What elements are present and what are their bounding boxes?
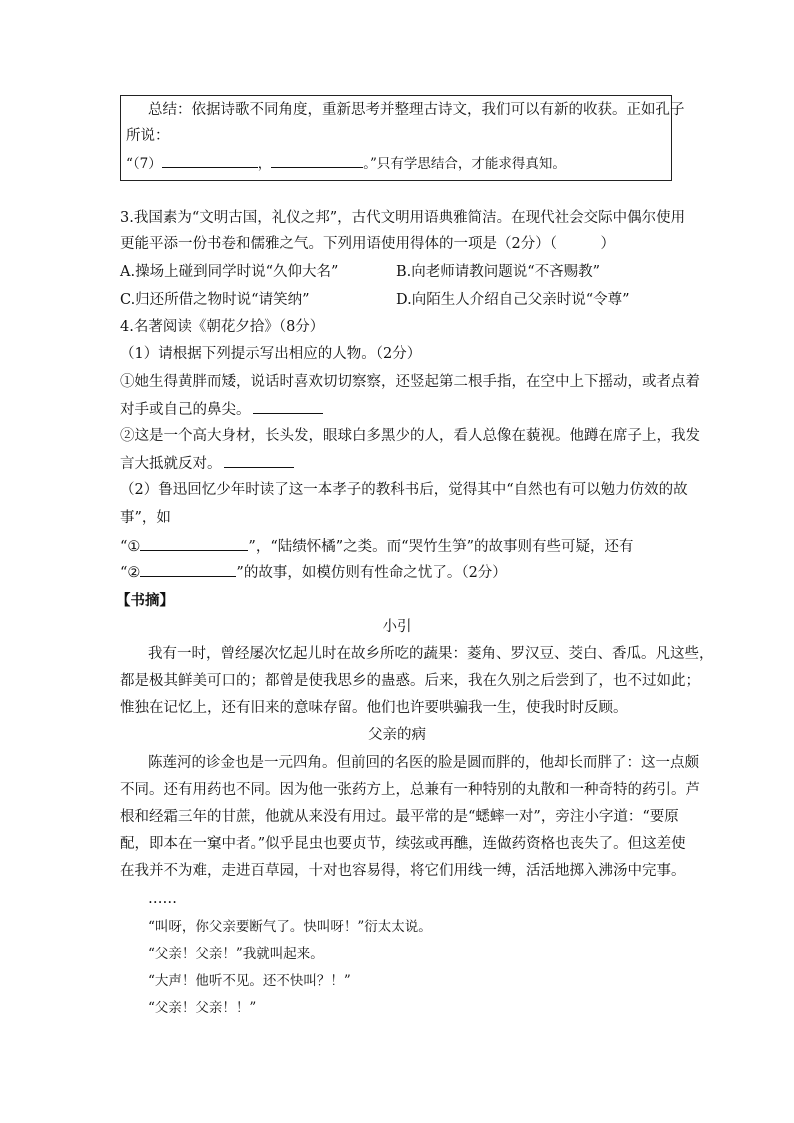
- answer-blank-7b[interactable]: [271, 153, 363, 168]
- father-line2: 不同。还有用药也不同。因为他一张药方上，总兼有一种特别的丸散和一种奇特的药引。芦: [120, 782, 700, 798]
- q4-part2-line3: [120, 536, 633, 557]
- q4-part2-line1: （2）鲁迅回忆少年时读了这一本孝子的教科书后，觉得其中“自然也有可以勉力仿效的故: [120, 482, 688, 498]
- xiaoyin-line3: 惟独在记忆上，还有旧来的意味存留。他们也许要哄骗我一生，使我时时反顾。: [120, 700, 628, 716]
- father-line3: 根和经霜三年的甘蔗，他就从来没有用过。最平常的是“蟋蟀一对”，旁注小字道：“要原: [120, 809, 679, 825]
- q4-part2-line2: 事”，如: [120, 510, 171, 526]
- excerpt-title-father: 父亲的病: [368, 727, 426, 743]
- q4-title: 4.名著阅读《朝花夕拾》（8分）: [120, 319, 325, 335]
- summary-suffix: 。”只有学思结合，才能求得真知。: [363, 156, 566, 172]
- q3-option-c: C.归还所借之物时说“请笑纳”: [120, 292, 310, 308]
- q3-option-d: D.向陌生人介绍自己父亲时说“令尊”: [396, 292, 630, 308]
- q3-stem-line2: 更能平添一份书卷和儒雅之气。下列用语使用得体的一项是（2分）（ ）: [120, 236, 615, 252]
- father-line4: 配，即本在一窠中者。”似乎昆虫也要贞节，续弦或再醮，连做药资格也丧失了。但这差使: [120, 836, 686, 852]
- q4-item2-line2: [120, 453, 294, 474]
- excerpt-heading: 【书摘】: [116, 592, 174, 609]
- answer-blank-story2[interactable]: [140, 562, 236, 577]
- q4-part2-blank2-prefix: “②: [120, 565, 141, 581]
- excerpt-title-xiaoyin: 小引: [382, 619, 412, 635]
- q4-item2-line1: ②这是一个高大身材，长头发，眼球白多黑少的人，看人总像在藐视。他蹲在席子上，我发: [120, 428, 700, 444]
- summary-prefix: “（7）: [126, 156, 162, 172]
- summary-text-line1: 总结：依据诗歌不同角度，重新思考并整理古诗文，我们可以有新的收获。正如孔子: [148, 102, 685, 118]
- answer-blank-item1[interactable]: [253, 399, 323, 414]
- dialogue-line1: “叫呀，你父亲要断气了。快叫呀！”衍太太说。: [148, 919, 432, 935]
- dialogue-line2: “父亲！父亲！”我就叫起来。: [148, 946, 324, 962]
- q3-option-a: A.操场上碰到同学时说“久仰大名”: [120, 264, 339, 280]
- q4-part1-prompt: （1）请根据下列提示写出相应的人物。（2分）: [120, 346, 422, 362]
- q3-stem-line1: 3.我国素为“文明古国，礼仪之邦”，古代文明用语典雅简洁。在现代社会交际中偶尔使用: [120, 210, 686, 226]
- answer-blank-7a[interactable]: [162, 153, 258, 168]
- summary-fill-line: [126, 153, 566, 174]
- dialogue-line4: “父亲！父亲！！”: [148, 1000, 257, 1016]
- q4-part2-blank1-suffix: ”，“陆绩怀橘”之类。而“哭竹生笋”的故事则有些可疑，还有: [248, 539, 634, 555]
- xiaoyin-line2: 都是极其鲜美可口的；都曾是使我思乡的蛊惑。后来，我在久别之后尝到了，也不过如此；: [120, 673, 700, 689]
- q4-item1-line2: [120, 399, 323, 420]
- summary-text-line2: 所说：: [126, 128, 170, 144]
- xiaoyin-line1: 我有一时，曾经屡次忆起儿时在故乡所吃的蔬果：菱角、罗汉豆、茭白、香瓜。凡这些，: [148, 646, 714, 662]
- q4-item2-text: 言大抵就反对。: [120, 456, 222, 472]
- summary-comma: ，: [257, 156, 272, 172]
- father-line5: 在我并不为难，走进百草园，十对也容易得，将它们用线一缚，活活地掷入沸汤中完事。: [120, 863, 686, 879]
- q4-part2-blank2-suffix: ”的故事，如模仿则有性命之忧了。（2分）: [236, 565, 507, 581]
- father-line1: 陈莲河的诊金也是一元四角。但前回的名医的脸是圆而胖的，他却长而胖了：这一点颇: [148, 755, 699, 771]
- dialogue-line3: “大声！他听不见。还不快叫？！”: [148, 973, 351, 989]
- q4-item1-line1: ①她生得黄胖而矮，说话时喜欢切切察察，还竖起第二根手指，在空中上下摇动，或者点着: [120, 374, 700, 390]
- q3-option-b: B.向老师请教问题说“不吝赐教”: [396, 264, 601, 280]
- q4-part2-blank1-prefix: “①: [120, 539, 141, 555]
- q4-part2-line4: [120, 562, 507, 583]
- q4-item1-text: 对手或自己的鼻尖。: [120, 402, 251, 418]
- answer-blank-story1[interactable]: [140, 536, 248, 551]
- answer-blank-item2[interactable]: [224, 453, 294, 468]
- ellipsis: ……: [148, 891, 177, 907]
